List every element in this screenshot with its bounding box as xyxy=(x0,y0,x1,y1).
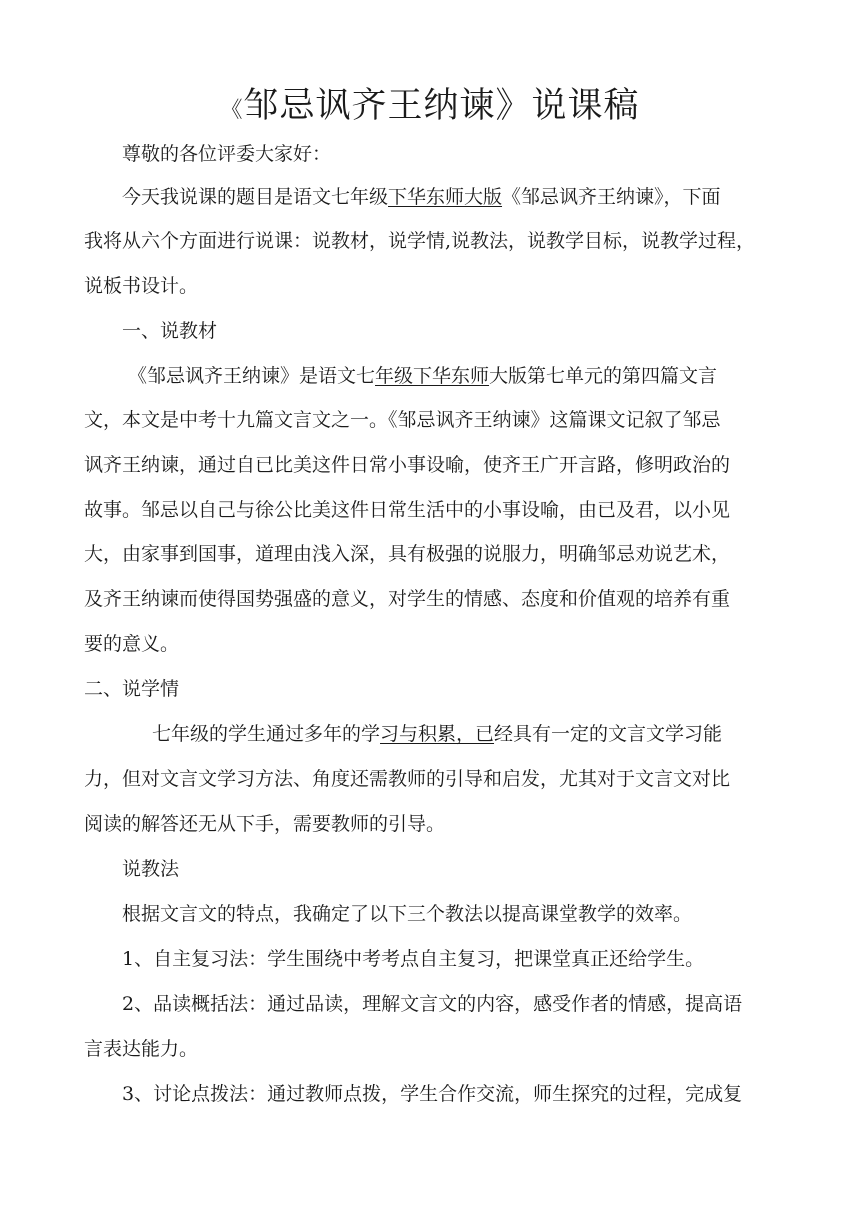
s1-line-3: 讽齐王纳谏，通过自已比美这件日常小事设喻，使齐王广开言路，修明政治的 xyxy=(84,454,731,476)
s1-line-1: 《邹忌讽齐王纳谏》是语文七年级下华东师大版第七单元的第四篇文言 xyxy=(128,365,718,387)
s1-line-2: 文，本文是中考十九篇文言文之一。《邹忌讽齐王纳谏》这篇课文记叙了邹忌 xyxy=(84,409,721,431)
intro-line-3: 说板书设计。 xyxy=(84,275,199,297)
s2-line-2: 力，但对文言文学习方法、角度还需教师的引导和启发，尤其对于文言文对比 xyxy=(84,768,731,790)
title-text: 邹忌讽齐王纳谏》说课稿 xyxy=(243,86,640,126)
s1-line-6: 及齐王纳谏而使得国势强盛的意义，对学生的情感、态度和价值观的培养有重 xyxy=(84,588,731,610)
greeting: 尊敬的各位评委大家好： xyxy=(122,143,332,165)
s1-line-4: 故事。邹忌以自己与徐公比美这件日常生活中的小事设喻，由已及君，以小见 xyxy=(84,499,731,521)
s1-line-7: 要的意义。 xyxy=(84,633,180,655)
title-open-quote: 《 xyxy=(220,98,244,123)
method-2-line-1: 2、品读概括法：通过品读，理解文言文的内容，感受作者的情感，提高语 xyxy=(122,993,743,1015)
s2-line-3: 阅读的解答还无从下手，需要教师的引导。 xyxy=(84,813,446,835)
s3-intro: 根据文言文的特点，我确定了以下三个教法以提高课堂教学的效率。 xyxy=(122,903,693,925)
method-2-line-2: 言表达能力。 xyxy=(84,1038,199,1060)
s2-line-1: 七年级的学生通过多年的学习与积累，已经具有一定的文言文学习能 xyxy=(152,723,723,745)
intro-line-1: 今天我说课的题目是语文七年级下华东师大版《邹忌讽齐王纳谏》，下面 xyxy=(122,186,721,208)
method-1: 1、自主复习法：学生围绕中考考点自主复习，把课堂真正还给学生。 xyxy=(122,948,705,970)
intro-line-2: 我将从六个方面进行说课：说教材，说学情,说教法，说教学目标，说教学过程， xyxy=(84,230,756,252)
document-title xyxy=(0,84,860,133)
section-1-heading: 一、说教材 xyxy=(122,320,218,342)
section-2-heading: 二、说学情 xyxy=(84,678,180,700)
s1-line-5: 大，由家事到国事，道理由浅入深，具有极强的说服力，明确邹忌劝说艺术， xyxy=(84,543,731,565)
section-3-heading: 说教法 xyxy=(122,858,180,880)
method-3-line-1: 3、讨论点拨法：通过教师点拨，学生合作交流，师生探究的过程，完成复 xyxy=(122,1083,743,1105)
